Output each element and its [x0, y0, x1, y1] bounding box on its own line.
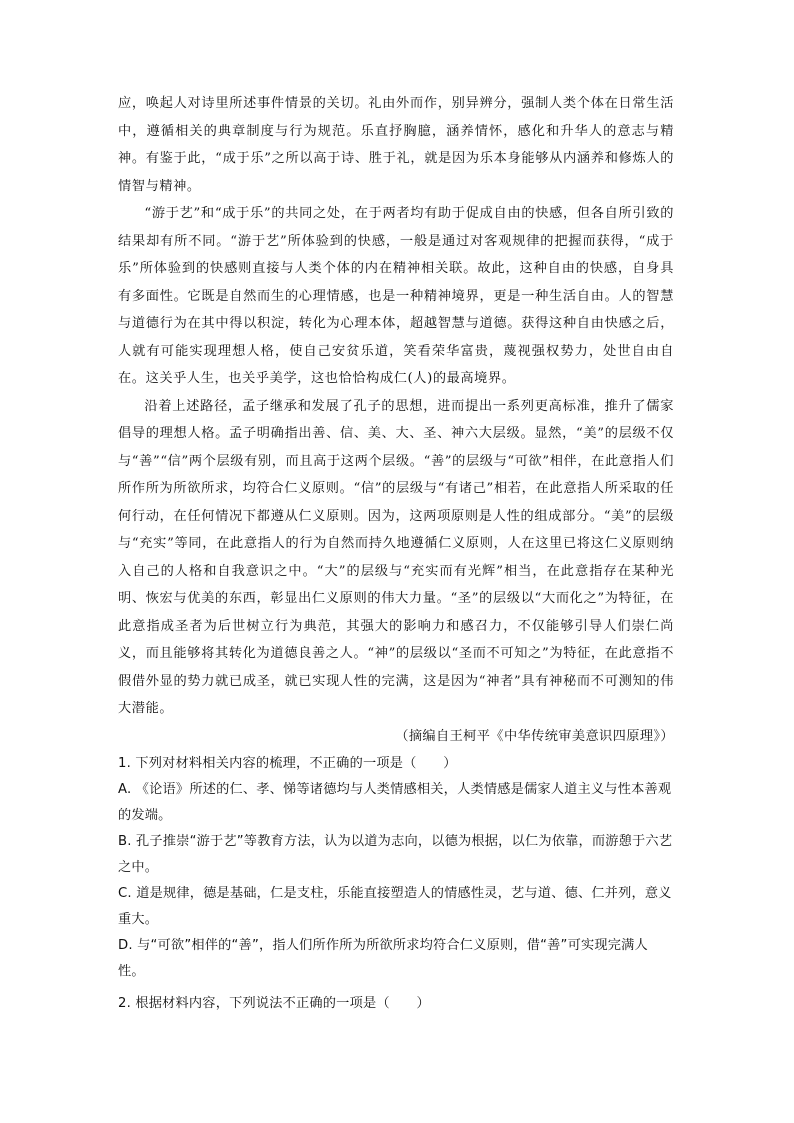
passage-paragraph-3: 沿着上述路径，孟子继承和发展了孔子的思想，进而提出一系列更高标准，推升了儒家倡导的理想人格。孟子明确指出善、信、美、大、圣、神六大层级。显然，“美”的层级不仅与“善”“信”两个层级有别，而且高于这两个层级。“善”的层级与“可欲”相伴，在此意指人们所作所为所欲所求，均符合仁义原则。“信”的层级与“有诸己”相若，在此意指人所采取的任何行动，在任何情况下都遵从仁义原则。因为，这两项原则是人性的组成部分。“美”的层级与“充实”等同，在此意指人的行为自然而持久地遵循仁义原则，人在这里已将这仁义原则纳入自己的人格和自我意识之中。“大”的层级与“充实而有光辉”相当，在此意指存在某种光明、恢宏与优美的东西，彰显出仁义原则的伟大力量。“圣”的层级以“大而化之”为特征，在此意指成圣者为后世树立行为典范，其强大的影响力和感召力，不仅能够引导人们崇仁尚义，而且能够将其转化为道德良善之人。“神”的层级以“圣而不可知之”为特征，在此意指不假借外显的势力就已成圣，就已实现人性的完满，这是因为“神者”具有神秘而不可测知的伟大潜能。 [118, 398, 674, 716]
question-1 [118, 751, 674, 985]
document-page [118, 90, 674, 1017]
question-1-option-b: B. 孔子推崇“游于艺”等教育方法，认为以道为志向，以德为根据，以仁为依靠，而游憩于六艺之中。 [118, 833, 673, 875]
question-1-option-c: C. 道是规律，德是基础，仁是支柱，乐能直接塑造人的情感性灵，艺与道、德、仁并列，意义重大。 [118, 885, 672, 927]
passage-paragraph-2: “游于艺”和“成于乐”的共同之处，在于两者均有助于促成自由的快感，但各自所引致的结果却有所不同。“游于艺”所体验到的快感，一般是通过对客观规律的把握而获得，“成于乐”所体验到的快感则直接与人类个体的内在精神相关联。故此，这种自由的快感，自身具有多面性。它既是自然而生的心理情感，也是一种精神境界，更是一种生活自由。人的智慧与道德行为在其中得以积淀，转化为心理本体，超越智慧与道德。获得这种自由快感之后，人就有可能实现理想人格，使自己安贫乐道，笑看荣华富贵，蔑视强权势力，处世自由自在。这关乎人生，也关乎美学，这也恰恰构成仁(人)的最高境界。 [118, 206, 674, 386]
question-1-option-a: A. 《论语》所述的仁、孝、悌等诸德均与人类情感相关，人类情感是儒家人道主义与性本善观的发端。 [118, 781, 672, 823]
question-1-stem: 1. 下列对材料相关内容的梳理，不正确的一项是（ ） [118, 755, 457, 771]
question-2 [118, 991, 674, 1017]
passage-paragraph-1: 应，唤起人对诗里所述事件情景的关切。礼由外而作，别异辨分，强制人类个体在日常生活中，遵循相关的典章制度与行为规范。乐直抒胸臆，涵养情怀，感化和升华人的意志与精神。有鉴于此，“成于乐”之所以高于诗、胜于礼，就是因为乐本身能够从内涵养和修炼人的情智与精神。 [118, 96, 674, 194]
passage-source: （摘编自王柯平《中华传统审美意识四原理》） [395, 728, 674, 744]
question-1-option-d: D. 与“可欲”相伴的“善”，指人们所作所为所欲所求均符合仁义原则，借“善”可实现完满人性。 [118, 937, 648, 979]
question-2-stem: 2. 根据材料内容，下列说法不正确的一项是（ ） [118, 995, 430, 1011]
